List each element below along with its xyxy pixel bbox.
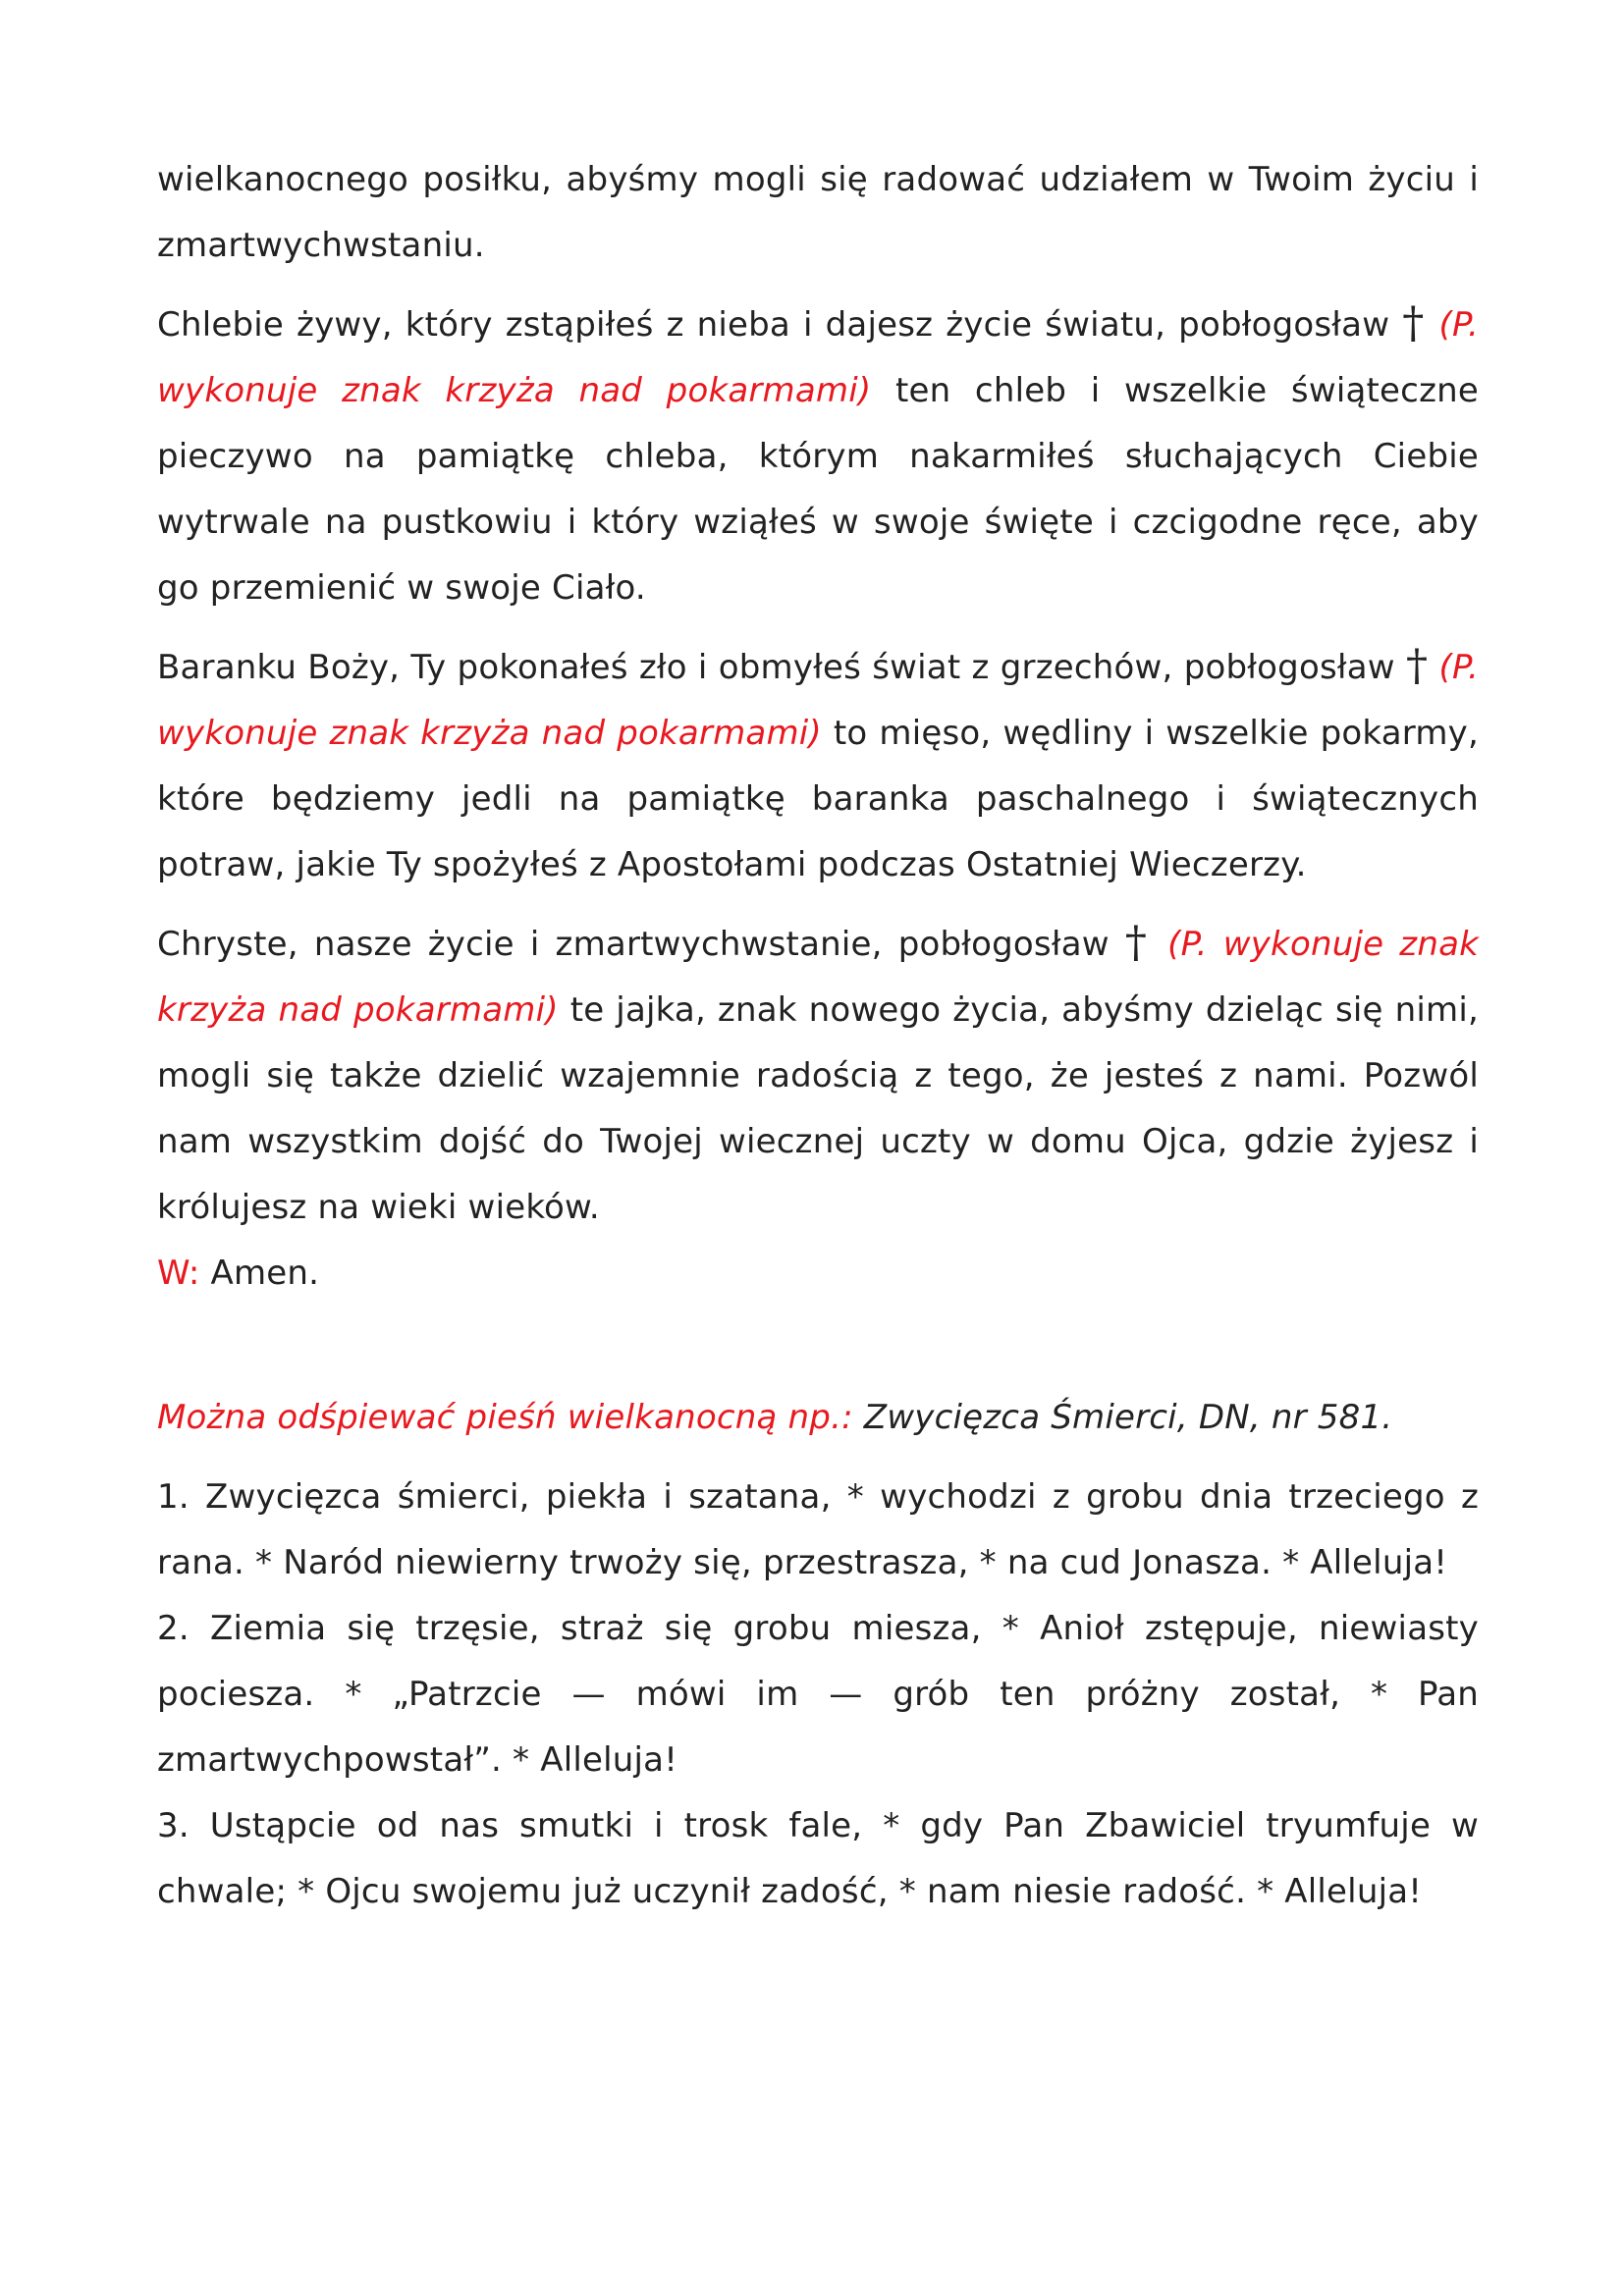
verse-text: 2. Ziemia się trzęsie, straż się grobu miesza, * Anioł zstępuje, niewiasty pociesza. * „Patrzcie — mówi im — grób ten próżny został, * Pan zmartwychpowstał”. * Alleluja! [157, 1609, 1479, 1780]
cross-icon: † [1402, 298, 1427, 348]
verse-text: 3. Ustąpcie od nas smutki i trosk fale, * gdy Pan Zbawiciel tryumfuje w chwale; * Ojcu swojemu już uczynił zadość, * nam niesie radość. * Alleluja! [157, 1806, 1479, 1911]
blessing-tail: te jajka, znak nowego życia, abyśmy dzieląc się nimi, mogli się także dzielić wzajemnie radością z tego, że jesteś z nami. Pozwól nam wszystkim dojść do Twojej wiecznej uczty w domu Ojca, gdzie żyjesz i królujesz na wieki wieków. [157, 990, 1479, 1227]
response-text: Amen. [210, 1254, 320, 1293]
prayer-paragraph-1 [157, 147, 1479, 279]
cross-icon: † [1124, 918, 1153, 968]
response-label: W: [157, 1254, 200, 1293]
response-line [157, 1241, 1479, 1307]
blessing-lead: Chryste, nasze życie i zmartwychwstanie, pobłogosław [157, 925, 1110, 964]
song-rubric: Można odśpiewać pieśń wielkanocną np.: [157, 1398, 853, 1437]
rubric-text: (P. wykonuje znak krzyża nad pokarmami) [157, 305, 1479, 410]
blessing-eggs-paragraph [157, 912, 1479, 1241]
verse-text: 1. Zwycięzca śmierci, piekła i szatana, * wychodzi z grobu dnia trzeciego z rana. * Naród niewierny trwoży się, przestrasza, * na cud Jonasza. * Alleluja! [157, 1477, 1479, 1582]
blessing-tail: ten chleb i wszelkie świąteczne pieczywo na pamiątkę chleba, którym nakarmiłeś słuchających Ciebie wytrwale na pustkowiu i który wziąłeś w swoje święte i czcigodne ręce, aby go przemienić w swoje Ciało. [157, 371, 1479, 608]
blessing-bread-paragraph [157, 293, 1479, 621]
song-note [157, 1385, 1479, 1451]
cross-icon: † [1405, 641, 1429, 691]
rubric-text: (P. wykonuje znak krzyża nad pokarmami) [157, 648, 1480, 753]
blessing-lead: Baranku Boży, Ty pokonałeś zło i obmyłeś świat z grzechów, pobłogosław [157, 648, 1395, 687]
song-verse-3 [157, 1793, 1479, 1925]
song-verse-2 [157, 1596, 1479, 1793]
prayer-text: wielkanocnego posiłku, abyśmy mogli się radować udziałem w Twoim życiu i zmartwychwstaniu. [157, 160, 1479, 265]
blessing-tail: to mięso, wędliny i wszelkie pokarmy, które będziemy jedli na pamiątkę baranka paschalnego i świątecznych potraw, jakie Ty spożyłeś z Apostołami podczas Ostatniej Wieczerzy. [157, 714, 1479, 884]
song-title: Zwycięzca Śmierci, DN, nr 581. [863, 1398, 1393, 1437]
rubric-text: (P. wykonuje znak krzyża nad pokarmami) [157, 925, 1479, 1030]
song-verse-1 [157, 1465, 1479, 1596]
blessing-lead: Chlebie żywy, który zstąpiłeś z nieba i dajesz życie światu, pobłogosław [157, 305, 1390, 345]
document-page [157, 147, 1479, 1925]
blessing-meat-paragraph [157, 635, 1479, 898]
